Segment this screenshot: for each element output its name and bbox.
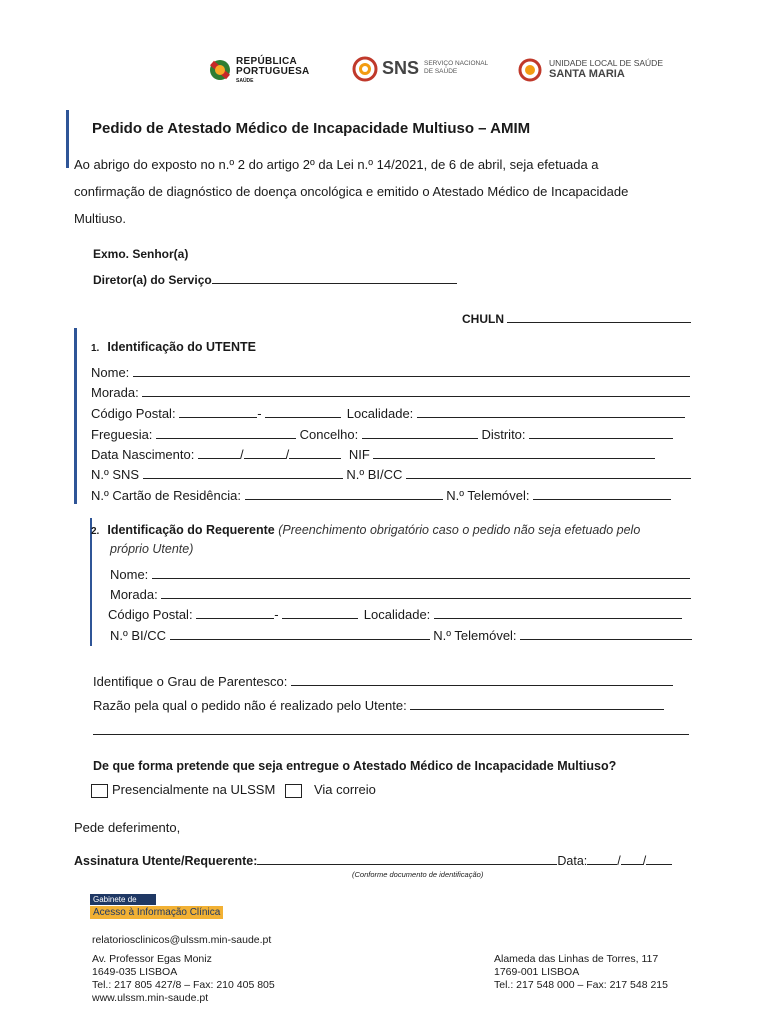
s2-codigo-field-b[interactable] [282,607,358,619]
chuln-row [462,311,691,326]
section2-number: 2. [91,526,100,537]
data-month-field[interactable] [621,853,643,865]
s2-bicc-label: N.º BI/CC [110,628,167,643]
parentesco-label: Identifique o Grau de Parentesco: [93,674,288,689]
s1-nascimento-slash1: / [239,447,244,462]
page-title: Pedido de Atestado Médico de Incapacidade Multiuso – AMIM [92,120,531,137]
gabinete-badge [90,894,223,919]
section1-header [91,340,256,354]
ulssm-logo [518,56,668,84]
s1-sns-label: N.º SNS [91,467,140,482]
sns-sub1: SERVIÇO NACIONAL [424,60,489,67]
s1-sns-field[interactable] [143,467,343,479]
s1-nascimento-month[interactable] [244,447,286,459]
razao-label: Razão pela qual o pedido não é realizado pelo Utente: [93,698,407,713]
parentesco-field[interactable] [291,674,673,686]
sns-emblem-icon [352,56,378,82]
section2-note-line2: próprio Utente) [110,542,194,556]
s1-telemovel-label: N.º Telemóvel: [446,488,530,503]
gabinete-line2: Acesso à Informação Clínica [90,906,223,919]
razao-field-extra-line[interactable] [93,734,689,735]
s1-freguesia-field[interactable] [156,427,296,439]
s1-localidade-field[interactable] [417,406,685,418]
s1-nome-row [91,365,690,380]
address-left-line1: Av. Professor Egas Moniz [92,953,212,965]
section1-number: 1. [91,343,100,354]
s1-cartao-field[interactable] [245,488,443,500]
s2-morada-field[interactable] [161,587,691,599]
intro-line3: Multiuso. [74,211,127,226]
checkbox-presencial[interactable] [91,784,108,798]
s2-codigo-dash: - [274,607,279,622]
parentesco-row [93,674,673,689]
s1-localidade-label: Localidade: [346,406,414,421]
intro-line2: confirmação de diagnóstico de doença oncológica e emitido o Atestado Médico de Incapacidade [74,184,629,199]
data-label: Data: [557,854,588,868]
s1-freguesia-row [91,427,673,442]
director-label: Diretor(a) do Serviço [93,273,212,287]
s1-bicc-field[interactable] [406,467,691,479]
data-day-field[interactable] [587,853,617,865]
s2-localidade-field[interactable] [434,607,682,619]
s2-morada-row [110,587,691,602]
salutation-line1: Exmo. Senhor(a) [93,247,189,261]
intro-line1: Ao abrigo do exposto no n.º 2 do artigo 2º da Lei n.º 14/2021, de 6 de abril, seja efetuada a [74,157,599,172]
republica-emblem-icon [208,57,232,83]
s1-nascimento-label: Data Nascimento: [91,447,195,462]
data-slash1: / [617,854,621,868]
s1-freguesia-label: Freguesia: [91,427,153,442]
republica-line3: SAÚDE [236,78,254,84]
s2-morada-label: Morada: [110,587,158,602]
sns-name: SNS [382,58,420,78]
s1-codigo-dash: - [257,406,262,421]
s1-morada-field[interactable] [142,385,690,397]
address-right-line2: 1769-001 LISBOA [494,966,580,978]
s1-codigo-field-a[interactable] [179,406,257,418]
s1-distrito-field[interactable] [529,427,673,439]
assinatura-field[interactable] [257,853,557,865]
republica-line1: REPÚBLICA [236,56,298,67]
s1-nascimento-day[interactable] [198,447,240,459]
s2-codigo-row [108,607,682,622]
s1-telemovel-field[interactable] [533,488,671,500]
s1-nif-field[interactable] [373,447,655,459]
sns-sub2: DE SAÚDE [424,68,458,75]
s2-telemovel-label: N.º Telemóvel: [433,628,517,643]
s1-cartao-label: N.º Cartão de Residência: [91,488,241,503]
s1-nascimento-row [91,447,655,462]
address-right-line3: Tel.: 217 548 000 – Fax: 217 548 215 [494,979,668,991]
address-left [92,953,275,1005]
s1-nascimento-slash2: / [285,447,290,462]
address-left-line3: Tel.: 217 805 427/8 – Fax: 210 405 805 [92,979,275,991]
s1-sns-row [91,467,691,482]
s2-bicc-field[interactable] [170,628,430,640]
pede-deferimento: Pede deferimento, [74,820,181,835]
s1-codigo-field-b[interactable] [265,406,341,418]
data-slash2: / [642,854,647,868]
entrega-options [91,782,376,798]
s2-nome-row [110,567,690,582]
checkbox-correio[interactable] [285,784,302,798]
ulssm-emblem-icon [518,58,542,82]
salutation-line2 [93,272,457,287]
accent-bar-title [66,110,69,168]
s1-codigo-label: Código Postal: [91,406,176,421]
chuln-label: CHULN [462,312,504,326]
s2-telemovel-field[interactable] [520,628,692,640]
section2-note-line1: (Preenchimento obrigatório caso o pedido não seja efetuado pelo [278,523,641,537]
s2-bicc-row [110,628,692,643]
ulssm-line1: UNIDADE LOCAL DE SAÚDE [549,58,663,68]
s1-cartao-row [91,488,671,503]
ulssm-line2: SANTA MARIA [549,68,625,80]
republica-line2: PORTUGUESA [236,66,310,77]
address-left-website[interactable]: www.ulssm.min-saude.pt [92,992,209,1004]
assinatura-row [74,853,672,868]
s1-nascimento-year[interactable] [289,447,341,459]
s1-morada-label: Morada: [91,385,139,400]
s1-morada-row [91,385,690,400]
s2-nome-label: Nome: [110,567,149,582]
s2-codigo-field-a[interactable] [196,607,274,619]
s1-nif-label: NIF [348,447,370,462]
s1-codigo-row [91,406,685,421]
assinatura-label: Assinatura Utente/Requerente: [74,854,258,868]
s2-codigo-label: Código Postal: [108,607,193,622]
assinatura-note: (Conforme documento de identificação) [352,870,484,879]
s1-concelho-label: Concelho: [299,427,359,442]
s1-bicc-label: N.º BI/CC [346,467,403,482]
razao-row [93,698,664,713]
contact-email[interactable]: relatoriosclinicos@ulssm.min-saude.pt [92,934,272,946]
address-right-line1: Alameda das Linhas de Torres, 117 [494,953,659,965]
s1-distrito-label: Distrito: [481,427,526,442]
sns-logo [352,56,492,84]
accent-bar-section2 [90,518,92,646]
accent-bar-section1 [74,328,77,504]
section2-title: Identificação do Requerente [107,523,275,537]
option-correio-label: Via correio [313,782,376,797]
chuln-field[interactable] [507,311,691,323]
data-year-field[interactable] [646,853,672,865]
s1-nome-label: Nome: [91,365,130,380]
entrega-question: De que forma pretende que seja entregue o Atestado Médico de Incapacidade Multiuso? [93,759,617,773]
s1-nome-field[interactable] [133,365,690,377]
section2-header [91,523,640,537]
razao-field[interactable] [410,698,664,710]
option-presencial-label: Presencialmente na ULSSM [112,782,276,797]
s2-nome-field[interactable] [152,567,690,579]
address-left-line2: 1649-035 LISBOA [92,966,178,978]
address-right [494,953,668,992]
s1-concelho-field[interactable] [362,427,478,439]
republica-logo [208,55,318,87]
gabinete-line1: Gabinete de [90,894,156,905]
s2-localidade-label: Localidade: [363,607,431,622]
section1-title: Identificação do UTENTE [107,340,256,354]
director-service-field[interactable] [212,272,457,284]
